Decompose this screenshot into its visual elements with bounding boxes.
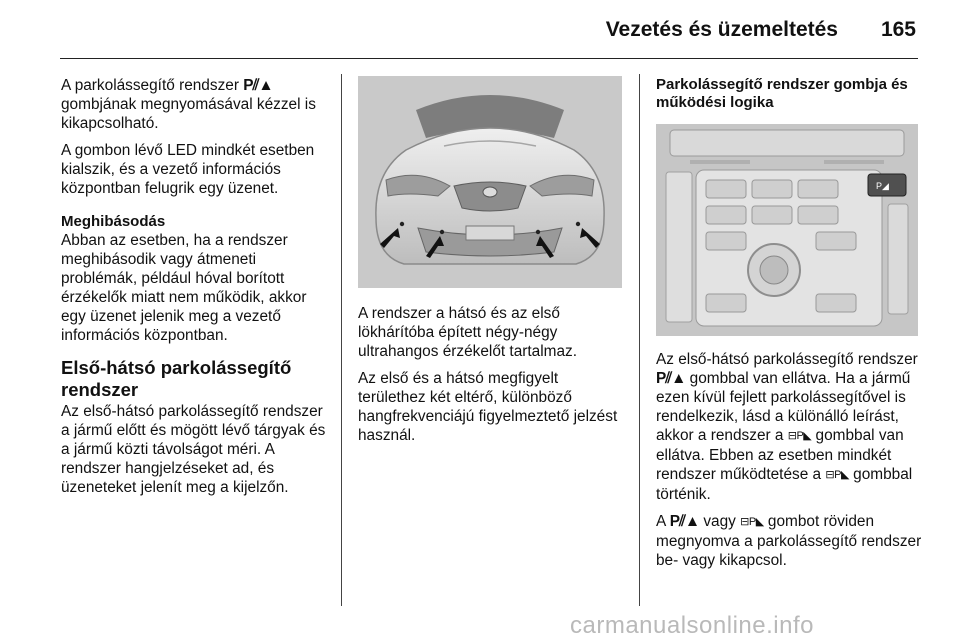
pdc-button-icon: ⊟P◣ — [787, 430, 812, 442]
sensor-dot — [536, 230, 540, 234]
paragraph-toggle: A P⫽▲ vagy ⊟P◣ gombot röviden megnyomva a parkolássegítő rendszer be- vagy kikapcsol. — [656, 513, 922, 569]
paragraph-sensors: A rendszer a hátsó és az első lökhárítóba épített négy-négy ultrahangos érzékelőt tartalmaz. — [358, 305, 578, 360]
section-text: Az első-hátsó parkolássegítő rendszer a jármű előtt és mögött lévő tárgyak és a jármű közti távolságot méri. A rendszer hangjelzéseket ad, és üzeneteket jelenít meg a kijelzőn. — [61, 403, 326, 496]
fault-heading: Meghibásodás — [61, 213, 166, 230]
paragraph-warnings: Az első és a hátsó megfigyelt területhez két eltérő, különböző hangfrekvenciájú figyelmeztető jelzést használ. — [358, 370, 618, 444]
column-2 — [358, 76, 624, 453]
sensor-dot — [400, 222, 404, 226]
right-button-strip — [888, 204, 908, 314]
header-rule — [60, 58, 918, 59]
control-knob-center — [760, 256, 788, 284]
sensor-dot — [440, 230, 444, 234]
console-button — [798, 180, 838, 198]
console-button — [798, 206, 838, 224]
park-assist-button-icon: P◢ — [876, 181, 889, 191]
fault-text: Abban az esetben, ha a rendszer meghibásodik vagy átmeneti problémák, például hóval borított érzékelők miatt nem működik, akkor egy üzenet jelenik meg a vezető információs központban. — [61, 232, 307, 344]
vent-panel — [670, 130, 904, 156]
fault-block — [61, 212, 333, 345]
console-button — [752, 180, 792, 198]
console-button — [816, 232, 856, 250]
vent-slat — [824, 160, 884, 164]
console-button — [706, 206, 746, 224]
console-button — [816, 294, 856, 312]
column-divider-2 — [639, 74, 640, 606]
sensor-dot — [576, 222, 580, 226]
park-pilot-button-icon: P⫽▲ — [669, 513, 700, 530]
pdc-button-icon: ⊟P◣ — [825, 469, 849, 481]
vent-slat — [690, 160, 750, 164]
car-front-illustration — [358, 76, 622, 288]
column-3 — [656, 76, 922, 578]
park-pilot-button-icon: P⫽▲ — [243, 77, 273, 94]
header-title: Vezetés és üzemeltetés — [605, 18, 838, 41]
section-heading: Első-hátsó parkolássegítő rendszer — [61, 357, 292, 400]
left-button-strip — [666, 172, 692, 322]
button-section-heading: Parkolássegítő rendszer gombja és működési logika — [656, 76, 908, 111]
console-button — [706, 180, 746, 198]
paragraph-manual-off: A parkolássegítő rendszer P⫽▲ gombjának megnyomásával kézzel is kikapcsolható. — [61, 77, 316, 132]
center-console-illustration — [656, 124, 918, 336]
page-header — [0, 0, 960, 60]
paragraph-button-logic: Az első-hátsó parkolássegítő rendszer P⫽▲ gombbal van ellátva. Ha a jármű ezen kívül fejlett parkolássegítővel is rendelkezik, lásd a különálló leírást, akkor a rendszer a ⊟P◣ gombbal van ellátva. Ebben az esetben mindkét rendszer működtetése a ⊟P◣ gombbal történik. — [656, 351, 918, 503]
park-pilot-button-icon: P⫽▲ — [656, 370, 686, 387]
page-number: 165 — [880, 18, 916, 41]
brand-logo-icon — [483, 187, 497, 197]
console-button — [706, 294, 746, 312]
watermark-link[interactable]: carmanualsonline.info — [570, 612, 814, 639]
license-plate — [466, 226, 514, 240]
console-button — [706, 232, 746, 250]
column-divider-1 — [341, 74, 342, 606]
column-1 — [61, 76, 333, 505]
console-button — [752, 206, 792, 224]
pdc-button-icon: ⊟P◣ — [740, 516, 764, 528]
paragraph-led: A gombon lévő LED mindkét esetben kialszik, és a vezető információs központban felugrik egy üzenet. — [61, 142, 315, 197]
